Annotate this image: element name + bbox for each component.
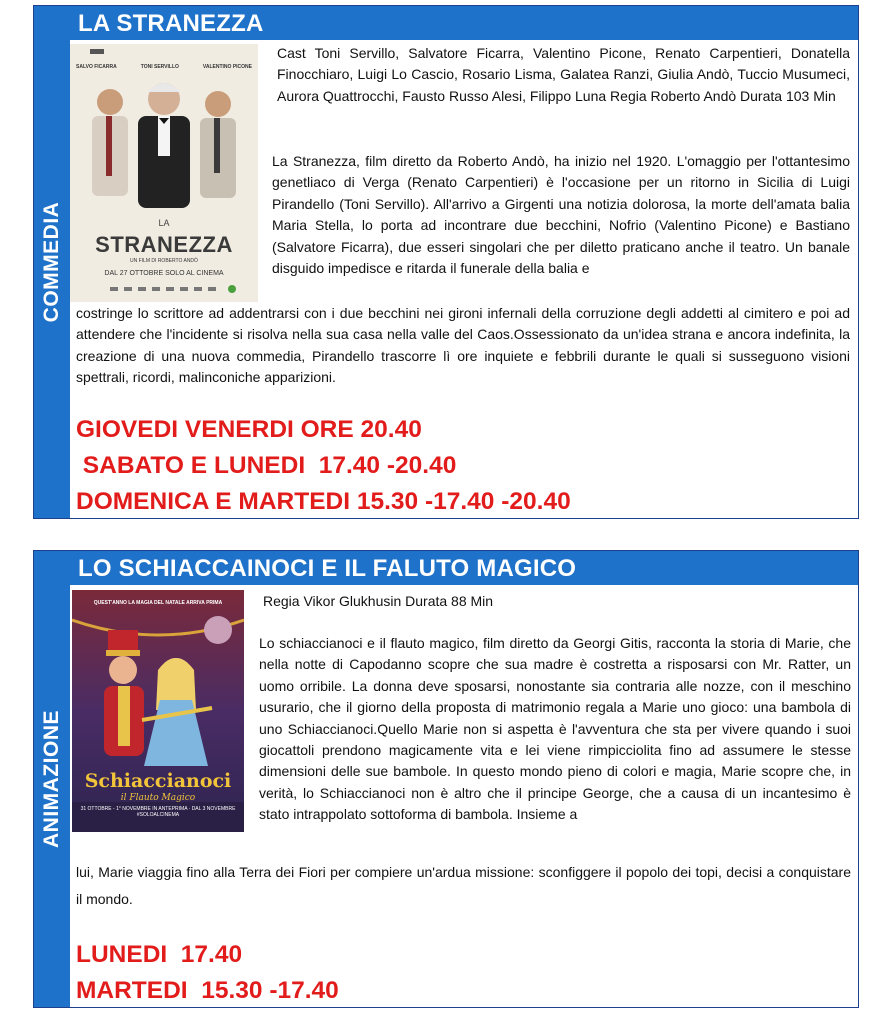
poster-director: UN FILM DI ROBERTO ANDÒ xyxy=(130,258,198,264)
genre-sidebar xyxy=(34,6,70,518)
schedule-list xyxy=(76,937,339,1009)
title-bar xyxy=(70,6,858,40)
movie-synopsis-side: Lo schiaccianoci e il flauto magico, film diretto da Georgi Gitis, racconta la storia di Marie, che nella notte di Capodanno scopre che sua madre è costretta a risposarsi con Mr. Ratter, un uomo orribile. La donna deve sposarsi, nonostante sia contraria alle nozze, con il meschino usurario, che il giorno della proposta di matrimonio regala a Marie uno gioco: una bambola di uno Schiaccianoci.Quello Marie non si aspetta è l'avventura che sta per vivere quando i suoi giocattoli prendono magicamente vita e lei viene rimpicciolita fino ad assumere le stesse dimensioni delle sue bambole. In questo mondo pieno di colori e magia, Marie scopre che, in verità, lo Schiaccianoci non è altro che il principe George, che a causa di un incantesimo è stato intrappolato sottoforma di bambola. Insieme a xyxy=(259,635,851,823)
poster-release-date: DAL 27 OTTOBRE SOLO AL CINEMA xyxy=(104,270,224,277)
poster-subtitle: il Flauto Magico xyxy=(120,793,196,803)
poster-tagline: QUEST'ANNO LA MAGIA DEL NATALE ARRIVA PRIMA xyxy=(93,600,223,606)
schedule-line: GIOVEDI VENERDI ORE 20.40 xyxy=(76,416,422,443)
movie-poster-schiaccianoci xyxy=(72,590,244,832)
movie-poster-la-stranezza xyxy=(70,44,258,302)
schedule-line: LUNEDI 17.40 xyxy=(76,941,243,968)
schedule-list xyxy=(76,412,571,520)
poster-small-title: LA xyxy=(158,218,170,228)
poster-name: VALENTINO PICONE xyxy=(202,64,252,70)
movie-synopsis: costringe lo scrittore ad addentrarsi con i due becchini nei gironi infernali della corruzione degli addetti al cimitero e poi ad attendere che l'incidente si risolva nella sua casa nella valle del Caos.Ossessionato da un'idea strana e ancora indefinita, la creazione di una nuova commedia, Pirandello trascorre lì ore inquiete e febbrili durante le quali si susseguono visioni spettrali, ricordi, malinconiche apparizioni. xyxy=(76,305,850,386)
movie-credits: Regia Vikor Glukhusin Durata 88 Min xyxy=(263,593,494,609)
poster-title: Schiaccianoci xyxy=(84,770,232,792)
schedule-line: DOMENICA E MARTEDI 15.30 -17.40 -20.40 xyxy=(76,488,571,515)
genre-sidebar xyxy=(34,551,70,1007)
genre-label: ANIMAZIONE xyxy=(40,710,63,848)
schedule-line: MARTEDI 15.30 -17.40 xyxy=(76,977,339,1004)
title-bar xyxy=(70,551,858,585)
movie-credits: Cast Toni Servillo, Salvatore Ficarra, Valentino Picone, Renato Carpentieri, Donatella Finocchiaro, Luigi Lo Cascio, Rosario Lisma, Galatea Ranzi, Giulia Andò, Tuccio Musumeci, Aurora Quattrocchi, Fausto Russo Alesi, Filippo Luna Regia Roberto Andò Durata 103 Min xyxy=(277,45,850,104)
movie-title: LO SCHIACCAINOCI E IL FALUTO MAGICO xyxy=(78,555,577,582)
poster-name: SALVO FICARRA xyxy=(76,64,117,70)
poster-release-date: 31 OTTOBRE - 1° NOVEMBRE IN ANTEPRIMA · DAL 3 NOVEMBRE #SOLOALCINEMA xyxy=(80,806,236,818)
poster-title: STRANEZZA xyxy=(95,232,233,257)
schedule-line: SABATO E LUNEDI 17.40 -20.40 xyxy=(76,452,457,479)
poster-cast-names xyxy=(76,64,252,70)
movie-synopsis-side: La Stranezza, film diretto da Roberto Andò, ha inizio nel 1920. L'omaggio per l'ottantesimo genetliaco di Verga (Renato Carpentieri) è l'occasione per un ritorno in Sicilia di Luigi Pirandello (Toni Servillo). All'arrivo a Girgenti una notizia dolorosa, la morte dell'amata balia Maria Stella, lo porta ad incontrare due becchini, Nofrio (Valentino Picone) e Bastiano (Salvatore Ficarra), due esseri singolari che per diletto praticano anche il teatro. Un banale disguido impedisce e ritarda il funerale della balia e xyxy=(272,153,850,277)
movie-synopsis: lui, Marie viaggia fino alla Terra dei Fiori per compiere un'ardua missione: sconfiggere il popolo dei topi, decisi a conquistare il mondo. xyxy=(76,864,851,907)
poster-name: TONI SERVILLO xyxy=(140,64,179,70)
movie-title: LA STRANEZZA xyxy=(78,10,264,37)
genre-label: COMMEDIA xyxy=(40,201,63,323)
